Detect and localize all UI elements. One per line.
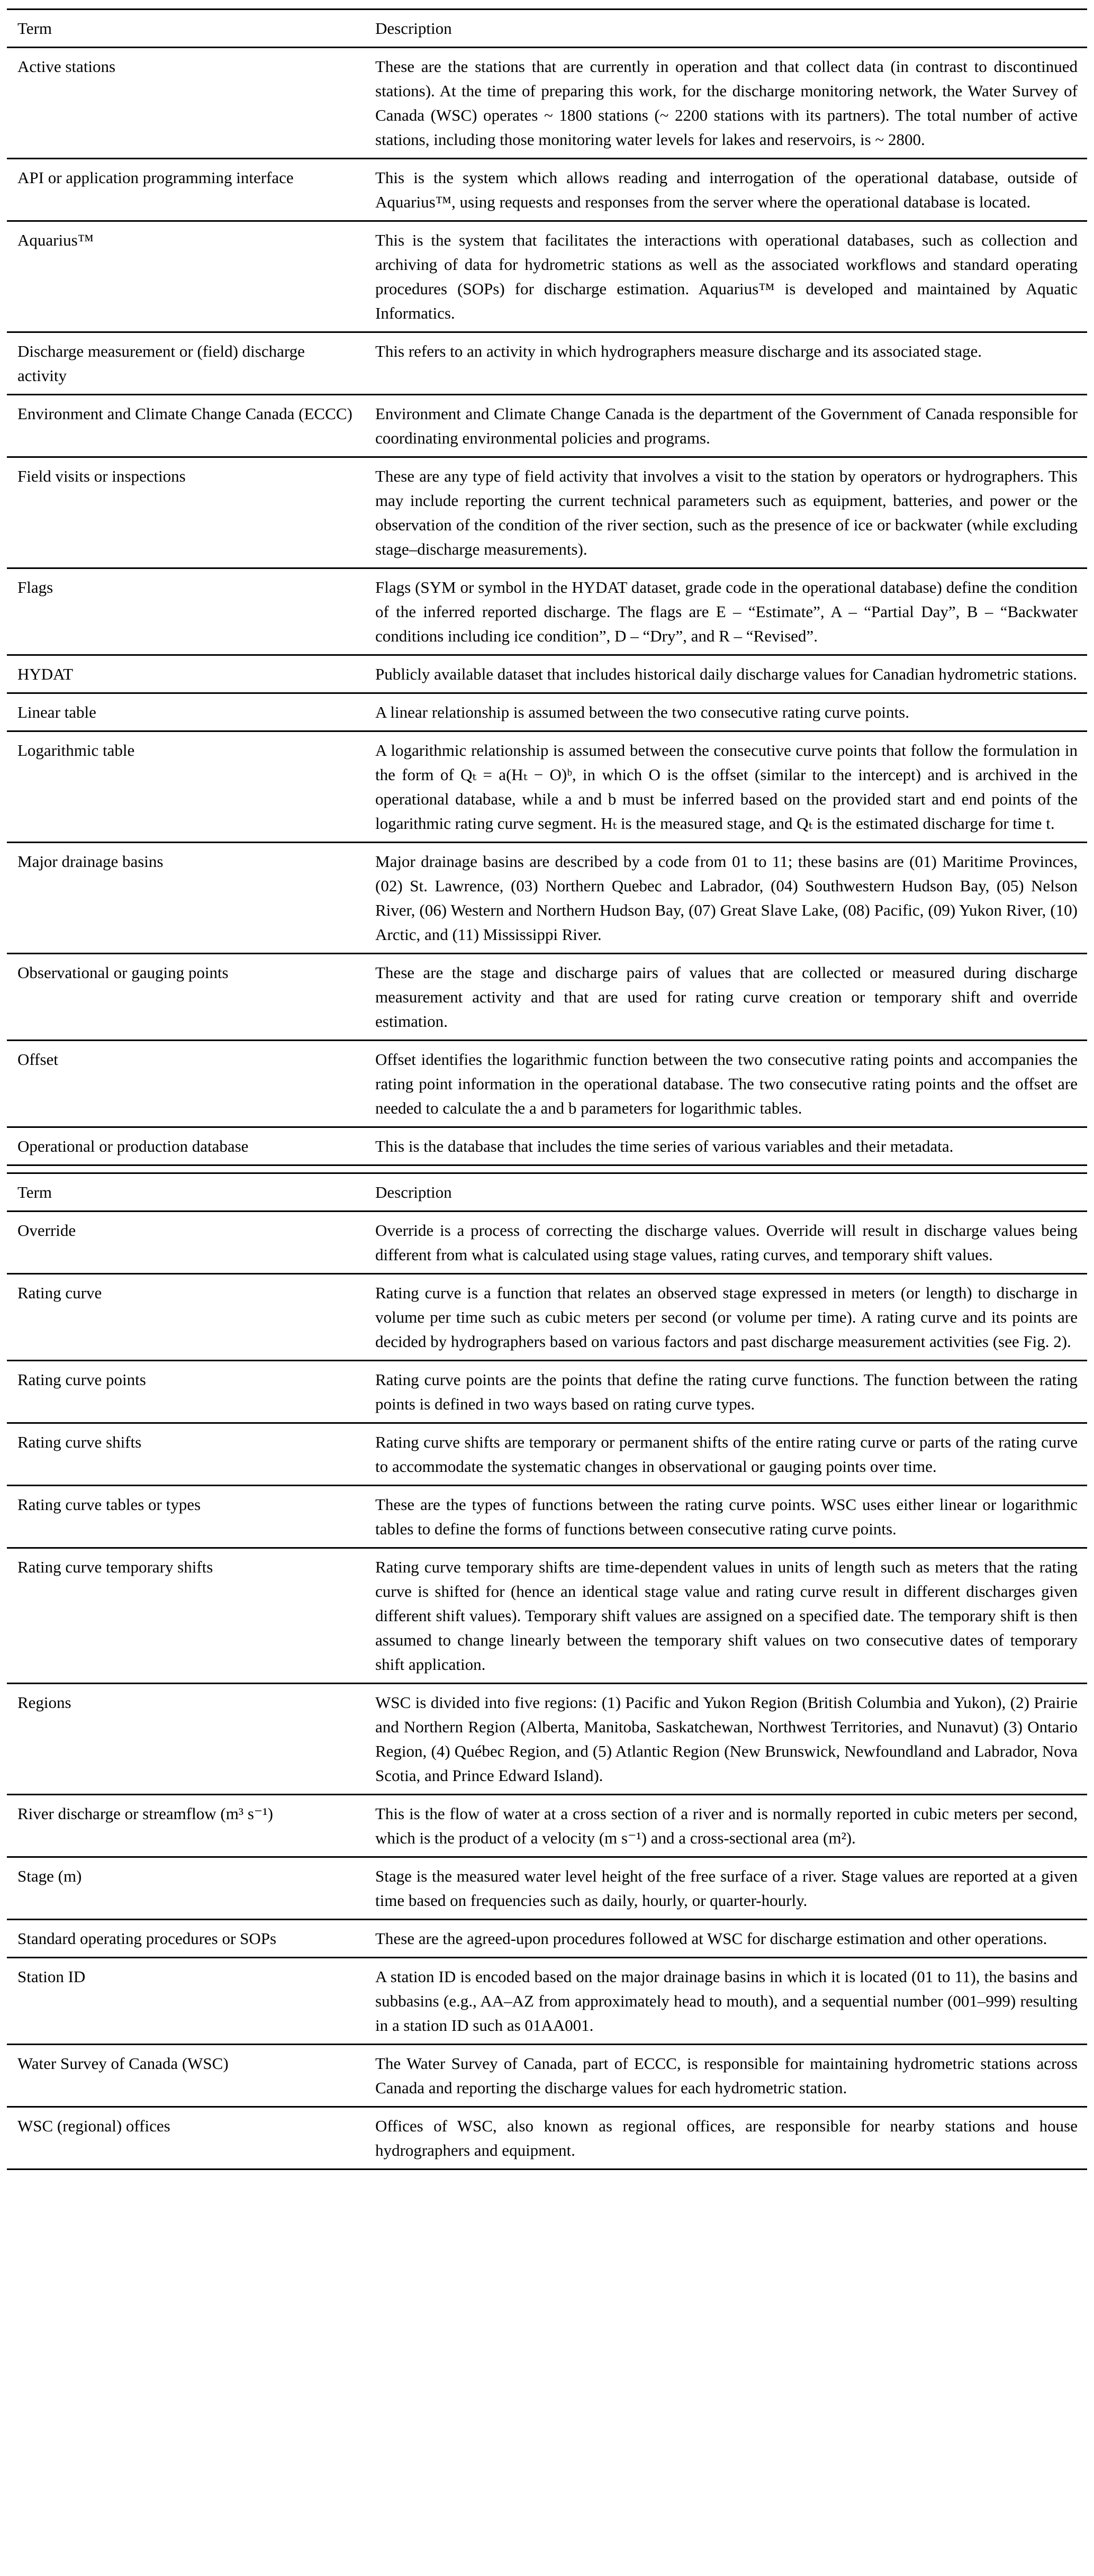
term-cell: Offset (7, 1041, 375, 1127)
term-cell: WSC (regional) offices (7, 2107, 375, 2170)
term-cell: Rating curve points (7, 1361, 375, 1423)
table-row (7, 395, 1087, 457)
term-cell: Rating curve shifts (7, 1423, 375, 1486)
table-row (7, 1548, 1087, 1684)
table-row (7, 1684, 1087, 1795)
term-cell: API or application programming interface (7, 159, 375, 221)
table-row (7, 843, 1087, 954)
description-cell: Rating curve shifts are temporary or permanent shifts of the entire rating curve or parts of the rating curve to accommodate the systematic changes in observational or gauging points over time. (375, 1423, 1087, 1486)
section-divider-gap (7, 1166, 1087, 1172)
table-row (7, 1486, 1087, 1548)
term-cell: HYDAT (7, 655, 375, 693)
description-cell: These are the agreed-upon procedures followed at WSC for discharge estimation and other operations. (375, 1920, 1087, 1958)
description-cell: These are the stage and discharge pairs of values that are collected or measured during discharge measurement activity and that are used for rating curve creation or temporary shift and override estimation. (375, 954, 1087, 1041)
table-row (7, 48, 1087, 159)
term-cell: Environment and Climate Change Canada (ECCC) (7, 395, 375, 457)
term-cell: Stage (m) (7, 1857, 375, 1920)
glossary-table-part-1 (7, 8, 1087, 1166)
description-cell: This is the system that facilitates the interactions with operational databases, such as collection and archiving of data for hydrometric stations as well as the associated workflows and standard operating procedures (SOPs) for discharge estimation. Aquarius™ is developed and maintained by Aquatic Informatics. (375, 221, 1087, 332)
description-cell: These are the types of functions between the rating curve points. WSC uses either linear or logarithmic tables to define the forms of functions between consecutive rating curve points. (375, 1486, 1087, 1548)
term-cell: Rating curve tables or types (7, 1486, 375, 1548)
header-row (7, 1173, 1087, 1212)
column-header-description: Description (375, 1173, 1087, 1212)
description-cell: Override is a process of correcting the discharge values. Override will result in discharge values being different from what is calculated using stage values, rating curves, and temporary shift values. (375, 1212, 1087, 1274)
table-row (7, 457, 1087, 568)
description-cell: Environment and Climate Change Canada is the department of the Government of Canada responsible for coordinating environmental policies and programs. (375, 395, 1087, 457)
description-cell: Rating curve is a function that relates an observed stage expressed in meters (or length) to discharge in volume per time such as cubic meters per second (or volume per time). A rating curve and its points are decided by hydrographers based on various factors and past discharge measurement activities (see Fig. 2). (375, 1274, 1087, 1361)
term-cell: Rating curve temporary shifts (7, 1548, 375, 1684)
glossary (7, 8, 1087, 2170)
table-row (7, 655, 1087, 693)
table-row (7, 1041, 1087, 1127)
term-cell: Regions (7, 1684, 375, 1795)
table-row (7, 1857, 1087, 1920)
description-cell: Rating curve temporary shifts are time-dependent values in units of length such as meters that the rating curve is shifted for (hence an identical stage value and rating curve result in different discharges given different shift values). Temporary shift values are assigned on a specified date. The temporary shift is then assumed to change linearly between the temporary shift values on two consecutive dates of temporary shift application. (375, 1548, 1087, 1684)
term-cell: Standard operating procedures or SOPs (7, 1920, 375, 1958)
table-row (7, 2045, 1087, 2107)
table-row (7, 1958, 1087, 2045)
table-row (7, 1361, 1087, 1423)
term-cell: River discharge or streamflow (m³ s⁻¹) (7, 1795, 375, 1857)
description-cell: Major drainage basins are described by a code from 01 to 11; these basins are (01) Maritime Provinces, (02) St. Lawrence, (03) Northern Quebec and Labrador, (04) Southwestern Hudson Bay, (05) Nelson River, (06) Western and Northern Hudson Bay, (07) Great Slave Lake, (08) Pacific, (09) Yukon River, (10) Arctic, and (11) Mississippi River. (375, 843, 1087, 954)
description-cell: This refers to an activity in which hydrographers measure discharge and its associated stage. (375, 332, 1087, 395)
table-row (7, 1127, 1087, 1165)
description-cell: Rating curve points are the points that define the rating curve functions. The function between the rating points is defined in two ways based on rating curve types. (375, 1361, 1087, 1423)
glossary-table-part-2 (7, 1172, 1087, 2170)
description-cell: A station ID is encoded based on the major drainage basins in which it is located (01 to 11), the basins and subbasins (e.g., AA–AZ from approximately head to mouth), and a sequential number (001–999) resulting in a station ID such as 01AA001. (375, 1958, 1087, 2045)
description-cell: Offset identifies the logarithmic function between the two consecutive rating points and accompanies the rating point information in the operational database. The two consecutive rating points and the offset are needed to calculate the a and b parameters for logarithmic tables. (375, 1041, 1087, 1127)
description-cell: This is the database that includes the time series of various variables and their metadata. (375, 1127, 1087, 1165)
table-row (7, 2107, 1087, 2170)
table-row (7, 1920, 1087, 1958)
term-cell: Linear table (7, 693, 375, 731)
header-row (7, 10, 1087, 48)
column-header-term: Term (7, 1173, 375, 1212)
description-cell: This is the flow of water at a cross section of a river and is normally reported in cubic meters per second, which is the product of a velocity (m s⁻¹) and a cross-sectional area (m²). (375, 1795, 1087, 1857)
description-cell: This is the system which allows reading and interrogation of the operational database, outside of Aquarius™, using requests and responses from the server where the operational database is located. (375, 159, 1087, 221)
term-cell: Override (7, 1212, 375, 1274)
description-cell: Publicly available dataset that includes historical daily discharge values for Canadian hydrometric stations. (375, 655, 1087, 693)
column-header-term: Term (7, 10, 375, 48)
term-cell: Active stations (7, 48, 375, 159)
term-cell: Discharge measurement or (field) discharge activity (7, 332, 375, 395)
term-cell: Operational or production database (7, 1127, 375, 1165)
description-cell: These are the stations that are currently in operation and that collect data (in contrast to discontinued stations). At the time of preparing this work, for the discharge monitoring network, the Water Survey of Canada (WSC) operates ~ 1800 stations (~ 2200 stations with its partners). The total number of active stations, including those monitoring water levels for lakes and reservoirs, is ~ 2800. (375, 48, 1087, 159)
table-row (7, 954, 1087, 1041)
term-cell: Aquarius™ (7, 221, 375, 332)
description-cell: Stage is the measured water level height of the free surface of a river. Stage values are reported at a given time based on frequencies such as daily, hourly, or quarter-hourly. (375, 1857, 1087, 1920)
description-cell: Offices of WSC, also known as regional offices, are responsible for nearby stations and house hydrographers and equipment. (375, 2107, 1087, 2170)
term-cell: Rating curve (7, 1274, 375, 1361)
table-row (7, 731, 1087, 843)
description-cell: A linear relationship is assumed between the two consecutive rating curve points. (375, 693, 1087, 731)
term-cell: Major drainage basins (7, 843, 375, 954)
description-cell: Flags (SYM or symbol in the HYDAT dataset, grade code in the operational database) define the condition of the inferred reported discharge. The flags are E – “Estimate”, A – “Partial Day”, B – “Backwater conditions including ice condition”, D – “Dry”, and R – “Revised”. (375, 568, 1087, 655)
term-cell: Flags (7, 568, 375, 655)
table-row (7, 332, 1087, 395)
term-cell: Water Survey of Canada (WSC) (7, 2045, 375, 2107)
table-row (7, 1274, 1087, 1361)
description-cell: These are any type of field activity that involves a visit to the station by operators or hydrographers. This may include reporting the current technical parameters such as equipment, batteries, and power or the observation of the condition of the river section, such as the presence of ice or backwater (while excluding stage–discharge measurements). (375, 457, 1087, 568)
table-row (7, 1212, 1087, 1274)
term-cell: Station ID (7, 1958, 375, 2045)
term-cell: Logarithmic table (7, 731, 375, 843)
description-cell: WSC is divided into five regions: (1) Pacific and Yukon Region (British Columbia and Yukon), (2) Prairie and Northern Region (Alberta, Manitoba, Saskatchewan, Northwest Territories, and Nunavut) (3) Ontario Region, (4) Québec Region, and (5) Atlantic Region (New Brunswick, Newfoundland and Labrador, Nova Scotia, and Prince Edward Island). (375, 1684, 1087, 1795)
table-row (7, 221, 1087, 332)
description-cell: The Water Survey of Canada, part of ECCC, is responsible for maintaining hydrometric stations across Canada and reporting the discharge values for each hydrometric station. (375, 2045, 1087, 2107)
table-row (7, 1423, 1087, 1486)
table-row (7, 1795, 1087, 1857)
term-cell: Observational or gauging points (7, 954, 375, 1041)
column-header-description: Description (375, 10, 1087, 48)
table-row (7, 568, 1087, 655)
term-cell: Field visits or inspections (7, 457, 375, 568)
table-row (7, 159, 1087, 221)
description-cell: A logarithmic relationship is assumed between the consecutive curve points that follow the formulation in the form of Qₜ = a(Hₜ − O)ᵇ, in which O is the offset (similar to the intercept) and is archived in the operational database, while a and b must be inferred based on the provided start and end points of the logarithmic rating curve segment. Hₜ is the measured stage, and Qₜ is the estimated discharge for time t. (375, 731, 1087, 843)
table-row (7, 693, 1087, 731)
